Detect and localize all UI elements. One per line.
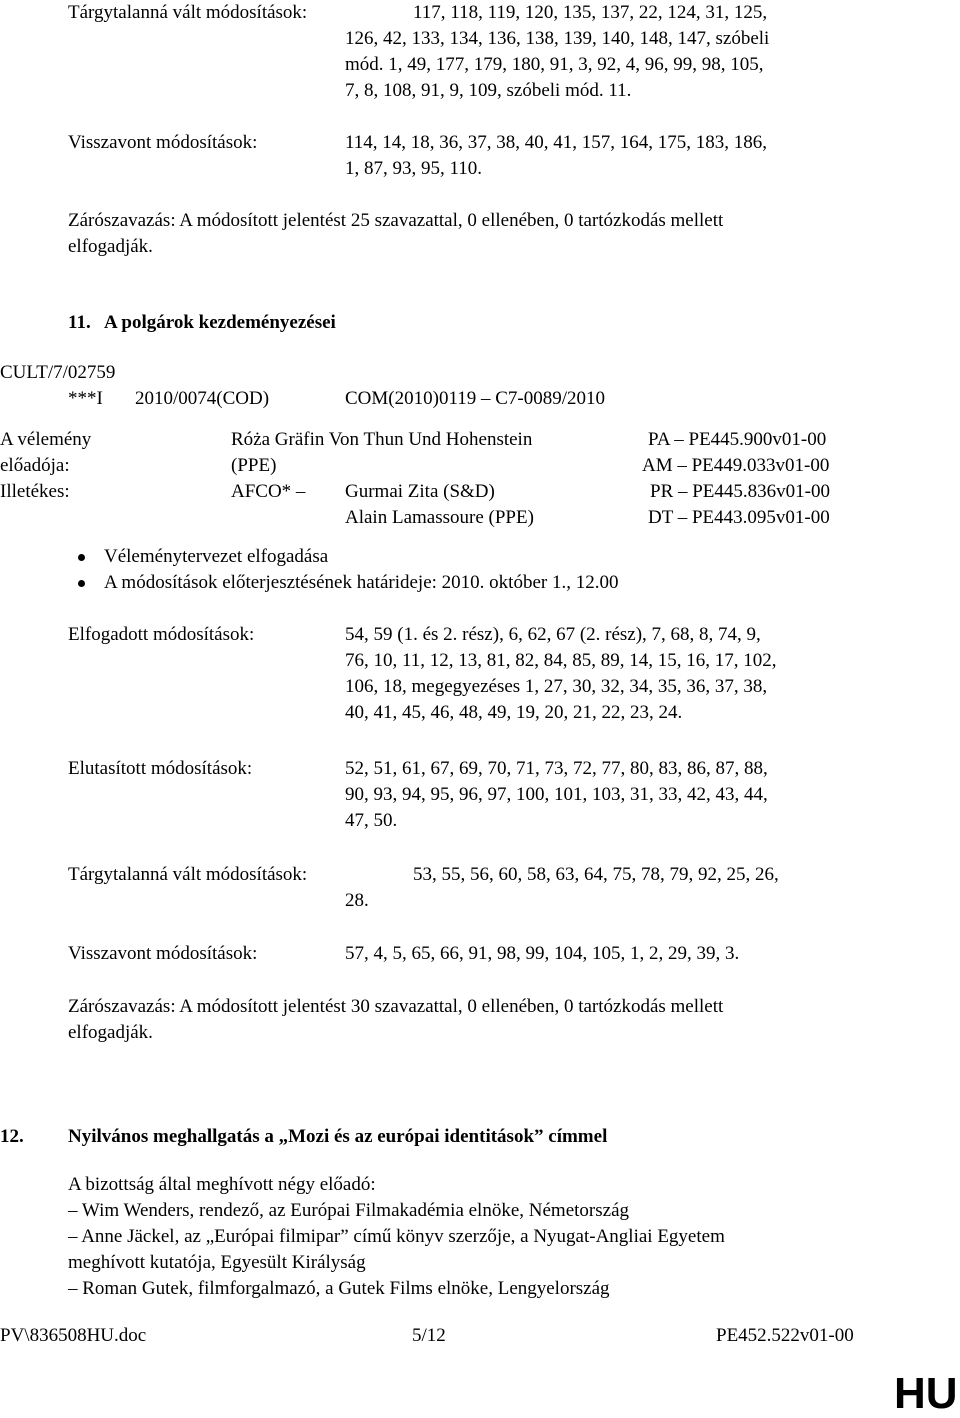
document-ref: DT – PE443.095v01-00 (648, 507, 830, 528)
rapporteur-group: (PPE) (231, 455, 277, 476)
competent-label: Illetékes: (0, 481, 70, 502)
language-code: HU (894, 1369, 958, 1418)
speaker-line: meghívott kutatója, Egyesült Királyság (68, 1252, 366, 1273)
speaker-line: – Wim Wenders, rendező, az Európai Filmakadémia elnöke, Németország (68, 1200, 630, 1221)
competent-rapporteur: Alain Lamassoure (PPE) (345, 507, 534, 528)
speaker-line: – Roman Gutek, filmforgalmazó, a Gutek Films elnöke, Lengyelország (68, 1278, 610, 1299)
moot-amendments-line: 53, 55, 56, 60, 58, 63, 64, 75, 78, 79, 92, 25, 26, (413, 864, 779, 885)
adopted-amendments-line: 106, 18, megegyezéses 1, 27, 30, 32, 34, 35, 36, 37, 38, (345, 676, 768, 697)
adopted-amendments-label: Elfogadott módosítások: (68, 624, 255, 645)
withdrawn-amendments-label-2: Visszavont módosítások: (68, 943, 258, 964)
section-title-11: A polgárok kezdeményezései (104, 312, 336, 333)
adopted-amendments-line: 54, 59 (1. és 2. rész), 6, 62, 67 (2. rész), 7, 68, 8, 74, 9, (345, 624, 761, 645)
footer-doc-ref: PE452.522v01-00 (716, 1325, 854, 1346)
competent-rapporteur: Gurmai Zita (S&D) (345, 481, 495, 502)
procedure-cod: 2010/0074(COD) (135, 388, 270, 409)
procedure-com: COM(2010)0119 – C7-0089/2010 (345, 388, 606, 409)
adopted-amendments-line: 76, 10, 11, 12, 13, 81, 82, 84, 85, 89, 14, 15, 16, 17, 102, (345, 650, 777, 671)
section-number-12: 12. (0, 1126, 24, 1147)
footer-filename: PV\836508HU.doc (0, 1325, 147, 1346)
speaker-line: – Anne Jäckel, az „Európai filmipar” című könyv szerzője, a Nyugat-Angliai Egyetem (68, 1226, 725, 1247)
final-vote-2: Zárószavazás: A módosított jelentést 30 szavazattal, 0 ellenében, 0 tartózkodás mellett (68, 996, 724, 1017)
rejected-amendments-label: Elutasított módosítások: (68, 758, 253, 779)
withdrawn-amendments-label-1: Visszavont módosítások: (68, 132, 258, 153)
moot-amendments-line: 126, 42, 133, 134, 136, 138, 139, 140, 148, 147, szóbeli (345, 28, 770, 49)
moot-amendments-label-1: Tárgytalanná vált módosítások: (68, 2, 308, 23)
withdrawn-amendments-line: 114, 14, 18, 36, 37, 38, 40, 41, 157, 164, 175, 183, 186, (345, 132, 768, 153)
document-ref: PR – PE445.836v01-00 (650, 481, 830, 502)
section-number-11: 11. (68, 312, 91, 333)
rapporteur-label-cont: előadója: (0, 455, 70, 476)
rapporteur-name: Róża Gräfin Von Thun Und Hohenstein (231, 429, 533, 450)
speakers-intro: A bizottság által meghívott négy előadó: (68, 1174, 376, 1195)
moot-amendments-line: 7, 8, 108, 91, 9, 109, szóbeli mód. 11. (345, 80, 632, 101)
document-ref: PA – PE445.900v01-00 (648, 429, 827, 450)
rejected-amendments-line: 47, 50. (345, 810, 398, 831)
rejected-amendments-line: 90, 93, 94, 95, 96, 97, 100, 101, 103, 31, 33, 42, 43, 44, (345, 784, 768, 805)
withdrawn-amendments-line: 57, 4, 5, 65, 66, 91, 98, 99, 104, 105, 1, 2, 29, 39, 3. (345, 943, 740, 964)
document-ref: AM – PE449.033v01-00 (642, 455, 830, 476)
moot-amendments-line: 117, 118, 119, 120, 135, 137, 22, 124, 31, 125, (413, 2, 768, 23)
bullet-item: A módosítások előterjesztésének határideje: 2010. október 1., 12.00 (104, 570, 618, 596)
competent-committee: AFCO* – (231, 481, 306, 502)
moot-amendments-line: 28. (345, 890, 369, 911)
section-title-12: Nyilvános meghallgatás a „Mozi és az európai identitások” címmel (68, 1126, 608, 1147)
withdrawn-amendments-line: 1, 87, 93, 95, 110. (345, 158, 483, 179)
rapporteur-label: A vélemény (0, 429, 92, 450)
procedure-stars: ***I (68, 388, 103, 409)
moot-amendments-label-2: Tárgytalanná vált módosítások: (68, 864, 308, 885)
moot-amendments-line: mód. 1, 49, 177, 179, 180, 91, 3, 92, 4, 96, 99, 98, 105, (345, 54, 764, 75)
bullet-item: Véleménytervezet elfogadása (104, 544, 328, 570)
rejected-amendments-line: 52, 51, 61, 67, 69, 70, 71, 73, 72, 77, 80, 83, 86, 87, 88, (345, 758, 768, 779)
final-vote-1-cont: elfogadják. (68, 236, 153, 257)
final-vote-2-cont: elfogadják. (68, 1022, 153, 1043)
footer-page-number: 5/12 (412, 1325, 446, 1346)
adopted-amendments-line: 40, 41, 45, 46, 48, 49, 19, 20, 21, 22, 23, 24. (345, 702, 683, 723)
procedure-reference: CULT/7/02759 (0, 362, 116, 383)
final-vote-1: Zárószavazás: A módosított jelentést 25 szavazattal, 0 ellenében, 0 tartózkodás mellett (68, 210, 724, 231)
